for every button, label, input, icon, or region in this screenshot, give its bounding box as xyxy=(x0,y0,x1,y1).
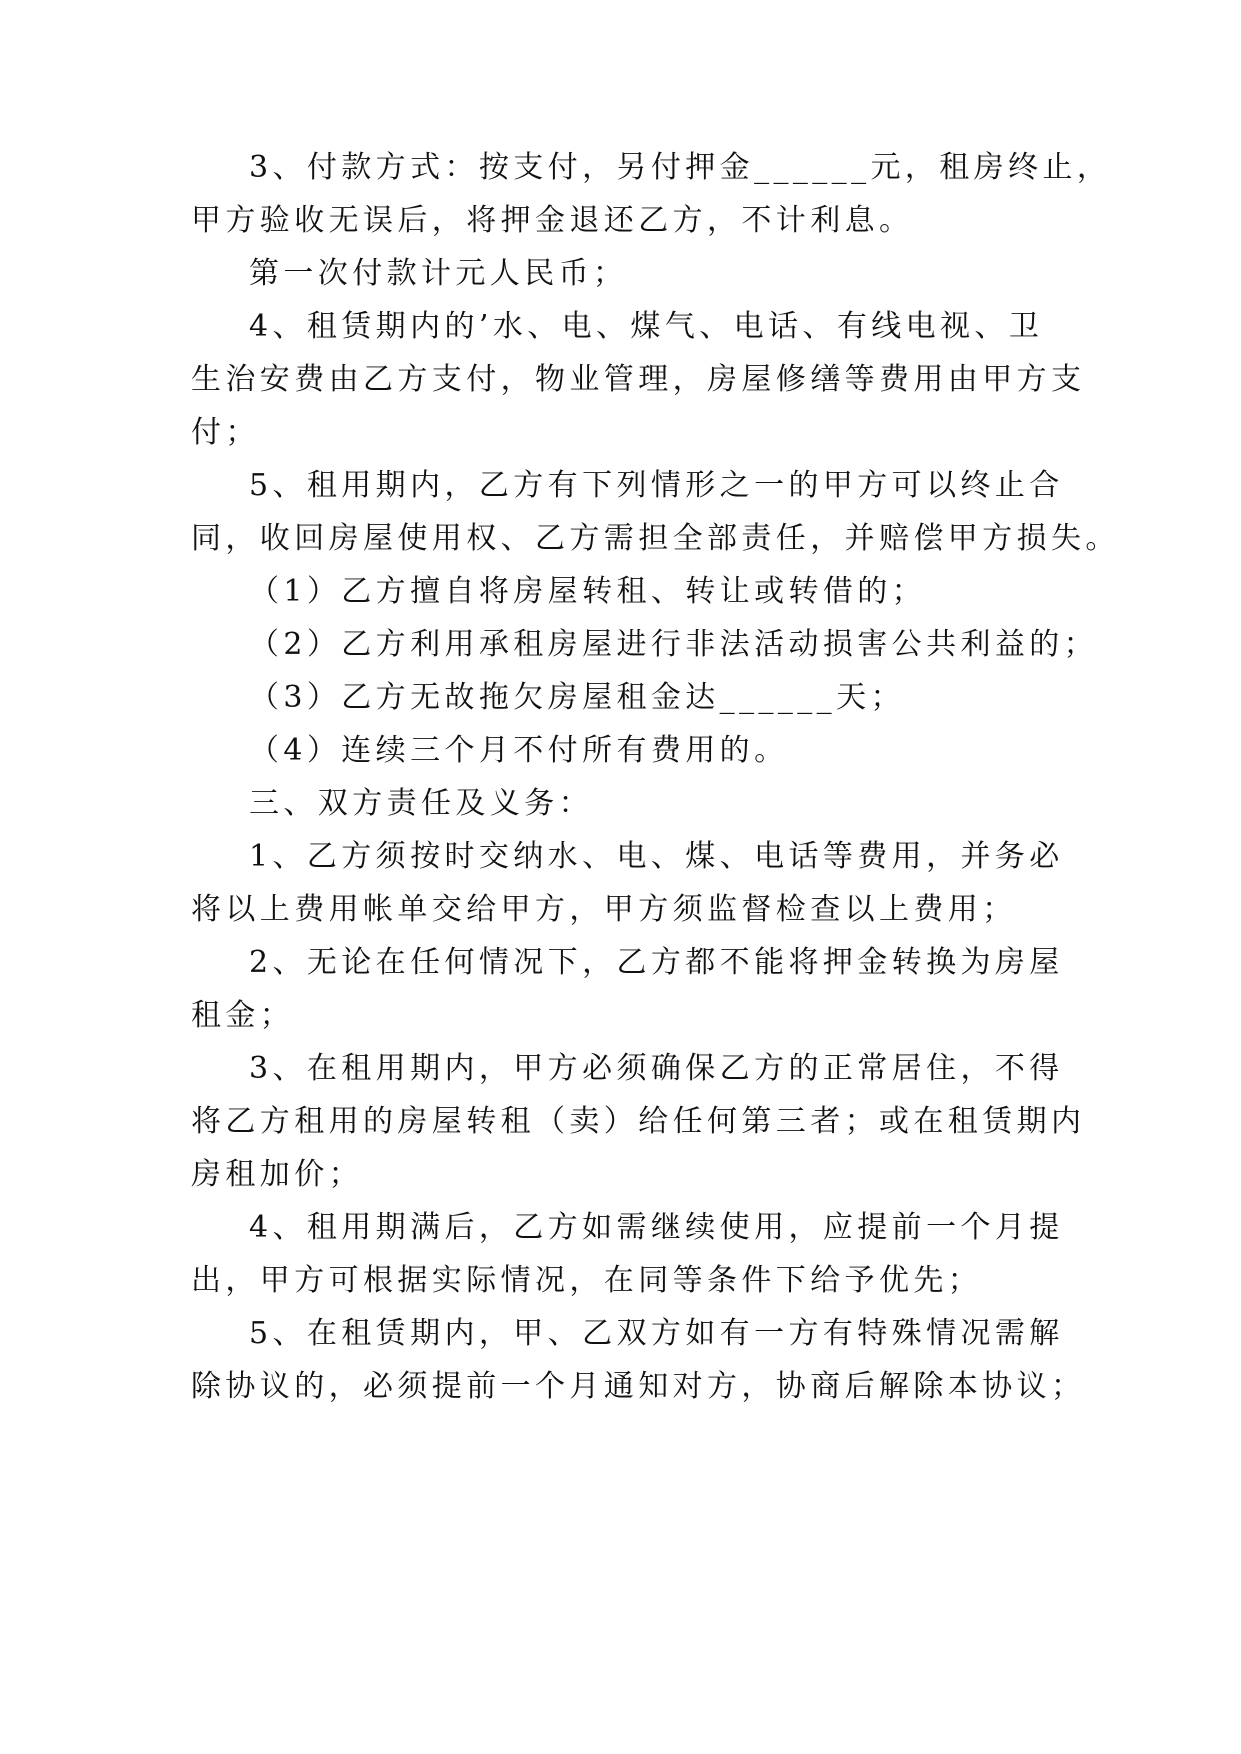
text-line: 5、租用期内，乙方有下列情形之一的甲方可以终止合 xyxy=(249,468,1064,503)
text-line: 三、双方责任及义务： xyxy=(249,786,593,821)
text-line: 除协议的，必须提前一个月通知对方，协商后解除本协议； xyxy=(191,1369,1086,1404)
text-line: 甲方验收无误后，将押金退还乙方，不计利息。 xyxy=(191,203,914,238)
text-line: （1）乙方擅自将房屋转租、转让或转借的； xyxy=(249,574,927,609)
text-line: 同，收回房屋使用权、乙方需担全部责任，并赔偿甲方损失。 xyxy=(191,521,1120,556)
text-line: 租金； xyxy=(191,998,295,1033)
text-line: 出，甲方可根据实际情况，在同等条件下给予优先； xyxy=(191,1263,983,1298)
text-line: 3、付款方式：按支付，另付押金______元，租房终止， xyxy=(249,150,1112,185)
text-line: 1、乙方须按时交纳水、电、煤、电话等费用，并务必 xyxy=(249,839,1064,874)
text-line: 3、在租用期内，甲方必须确保乙方的正常居住，不得 xyxy=(249,1051,1064,1086)
text-line: （4）连续三个月不付所有费用的。 xyxy=(249,733,789,768)
text-line: 将以上费用帐单交给甲方，甲方须监督检查以上费用； xyxy=(191,892,1017,927)
text-line: 付； xyxy=(191,415,260,450)
text-line: 将乙方租用的房屋转租（卖）给任何第三者；或在租赁期内 xyxy=(191,1104,1086,1139)
text-line: 4、租用期满后，乙方如需继续使用，应提前一个月提 xyxy=(249,1210,1064,1245)
text-line: （3）乙方无故拖欠房屋租金达______天； xyxy=(249,680,905,715)
text-line: （2）乙方利用承租房屋进行非法活动损害公共利益的； xyxy=(249,627,1099,662)
text-line: 5、在租赁期内，甲、乙双方如有一方有特殊情况需解 xyxy=(249,1316,1064,1351)
text-line: 4、租赁期内的’水、电、煤气、电话、有线电视、卫 xyxy=(249,309,1044,344)
text-line: 房租加价； xyxy=(191,1157,363,1192)
text-line: 生治安费由乙方支付，物业管理，房屋修缮等费用由甲方支 xyxy=(191,362,1086,397)
text-line: 第一次付款计元人民币； xyxy=(249,256,628,291)
text-line: 2、无论在任何情况下，乙方都不能将押金转换为房屋 xyxy=(249,945,1064,980)
